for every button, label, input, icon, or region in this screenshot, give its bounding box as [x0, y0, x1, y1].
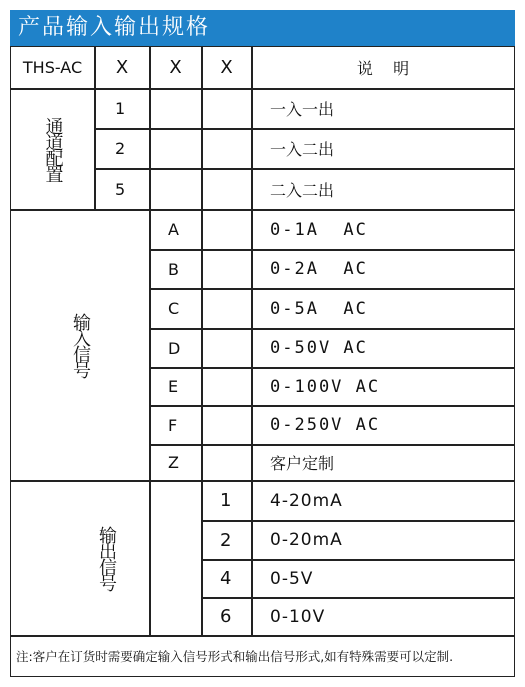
input-desc [252, 329, 514, 367]
model-code [11, 47, 94, 88]
description-header-text: 说 明 [356, 59, 410, 78]
output-code [202, 560, 251, 597]
output-code [202, 521, 251, 559]
spec-title: 产品输入输出规格 [18, 15, 211, 40]
input-desc [252, 210, 514, 249]
input-desc [252, 250, 514, 288]
x-mark-text: X [115, 57, 129, 78]
output-code-text: 6 [220, 606, 232, 627]
input-code [150, 250, 201, 288]
output-desc-text: 4-20mA [270, 490, 343, 511]
input-code [150, 210, 201, 249]
channel-desc-text: 二入二出 [270, 180, 335, 200]
input-code [150, 368, 201, 405]
input-code [150, 329, 201, 367]
channel-config-label-text: 通道配置 [42, 117, 64, 181]
x-mark-output [202, 47, 251, 88]
output-signal-label [11, 481, 201, 635]
input-code-text: D [168, 338, 181, 358]
output-code [202, 598, 251, 635]
output-desc [252, 521, 514, 559]
channel-code-text: 5 [115, 179, 126, 199]
output-desc-text: 0-5V [270, 568, 314, 589]
input-desc-text: 0-2A AC [270, 259, 368, 279]
order-note [10, 634, 515, 677]
channel-desc [252, 129, 514, 168]
channel-code [95, 129, 149, 168]
input-code [150, 289, 201, 328]
input-desc-text: 0-50V AC [270, 338, 368, 358]
x-mark-input [150, 47, 201, 88]
input-desc [252, 445, 514, 480]
spec-table [10, 46, 515, 677]
channel-code [95, 169, 149, 209]
input-code-text: A [168, 220, 179, 239]
input-code [150, 406, 201, 444]
output-desc-text: 0-20mA [270, 530, 343, 550]
input-code [150, 445, 201, 480]
model-code-text: THS-AC [22, 58, 83, 77]
output-desc-text: 0-10V [270, 606, 326, 627]
output-code [202, 481, 251, 520]
input-code-text: C [168, 299, 180, 318]
channel-code-text: 1 [115, 99, 126, 118]
x-mark-text: X [220, 57, 233, 78]
channel-code-text: 2 [115, 139, 126, 158]
input-signal-label [11, 210, 149, 480]
x-mark-channel [95, 47, 149, 88]
input-desc-text: 0-100V AC [270, 376, 381, 397]
channel-code [95, 89, 149, 128]
input-signal-label-text: 输入信号 [70, 313, 91, 377]
x-mark-text: X [169, 57, 182, 78]
output-desc [252, 560, 514, 597]
output-desc [252, 598, 514, 635]
input-desc [252, 406, 514, 444]
input-desc-text: 0-250V AC [270, 415, 381, 435]
description-header [252, 47, 514, 88]
input-code-text: F [168, 415, 178, 435]
output-signal-label-text: 输出信号 [96, 526, 117, 590]
channel-desc [252, 89, 514, 128]
channel-desc-text: 一入二出 [270, 140, 335, 159]
input-desc [252, 368, 514, 405]
channel-config-label [11, 89, 94, 209]
input-code-text: B [168, 259, 179, 279]
spec-title-bar [10, 10, 515, 46]
input-desc-text: 客户定制 [270, 454, 335, 473]
input-desc [252, 289, 514, 328]
channel-desc-text: 一入一出 [270, 100, 335, 119]
input-desc-text: 0-1A AC [270, 219, 368, 240]
output-desc [252, 481, 514, 520]
output-code-text: 2 [220, 529, 232, 551]
input-code-text: Z [168, 453, 179, 472]
input-desc-text: 0-5A AC [270, 298, 368, 319]
output-code-text: 4 [220, 568, 232, 589]
input-code-text: E [168, 377, 179, 396]
order-note-text: 注:客户在订货时需要确定输入信号形式和输出信号形式,如有特殊需要可以定制. [16, 648, 454, 664]
channel-desc [252, 169, 514, 209]
output-code-text: 1 [220, 490, 232, 511]
